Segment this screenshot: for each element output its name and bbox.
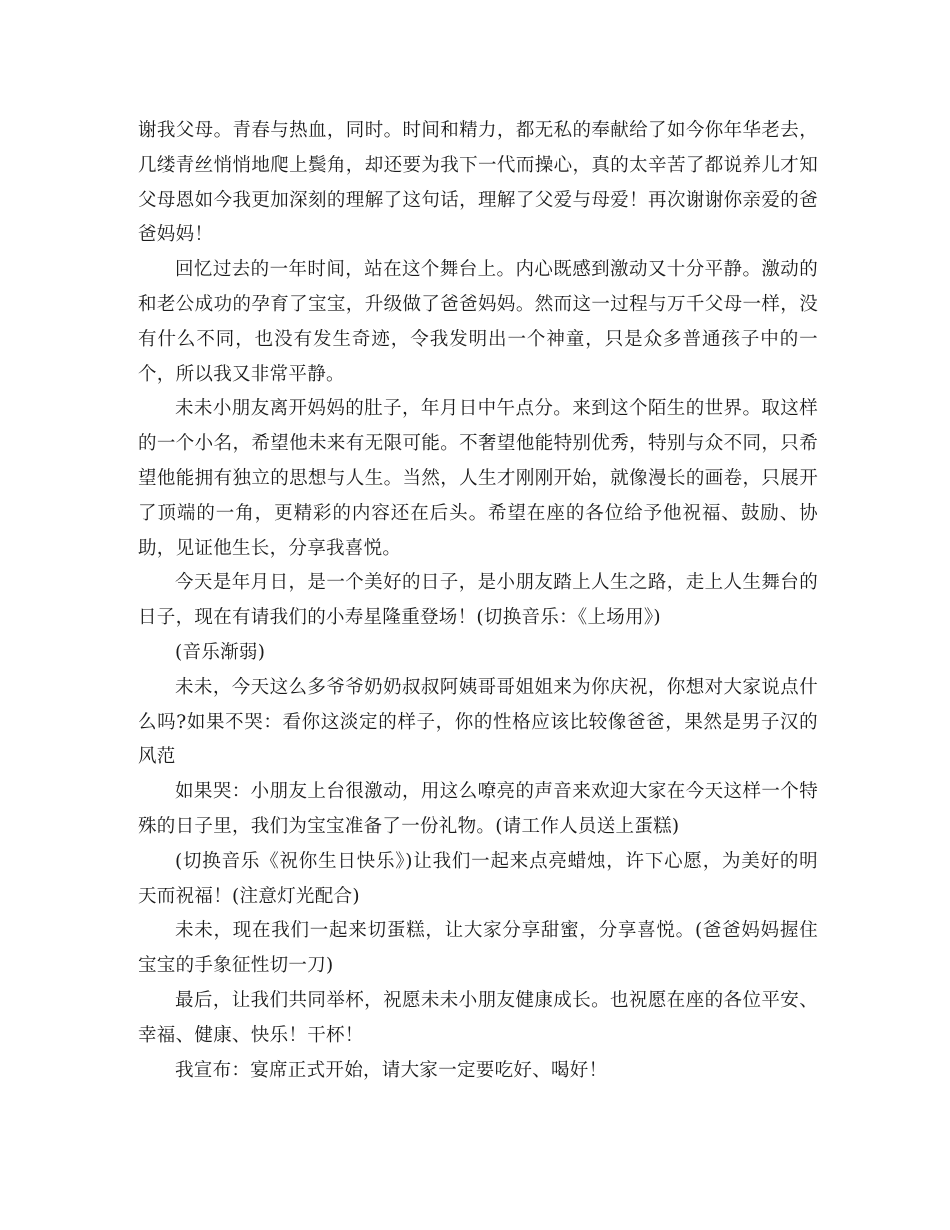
- paragraph-5: (音乐渐弱): [175, 641, 266, 663]
- paragraph-8: (切换音乐《祝你生日快乐》)让我们一起来点亮蜡烛，许下心愿，为美好的明天而祝福！(注意灯光配合): [138, 850, 818, 907]
- paragraph-3: 未未小朋友离开妈妈的肚子，年月日中午点分。来到这个陌生的世界。取这样的一个小名，希望他未来有无限可能。不奢望他能特别优秀，特别与众不同，只希望他能拥有独立的思想与人生。当然，人生才刚刚开始，就像漫长的画卷，只展开了顶端的一角，更精彩的内容还在后头。希望在座的各位给予他祝福、鼓励、协助，见证他生长，分享我喜悦。: [138, 398, 818, 559]
- paragraph-6: 未未，今天这么多爷爷奶奶叔叔阿姨哥哥姐姐来为你庆祝，你想对大家说点什么吗?如果不哭：看你这淡定的样子，你的性格应该比较像爸爸，果然是男子汉的风范: [138, 676, 818, 768]
- paragraph-4: 今天是年月日，是一个美好的日子，是小朋友踏上人生之路，走上人生舞台的日子，现在有请我们的小寿星隆重登场！(切换音乐：《上场用》): [138, 572, 818, 629]
- paragraph-7: 如果哭：小朋友上台很激动，用这么嘹亮的声音来欢迎大家在今天这样一个特殊的日子里，我们为宝宝准备了一份礼物。(请工作人员送上蛋糕): [138, 781, 818, 837]
- paragraph-11: 我宣布：宴席正式开始，请大家一定要吃好、喝好！: [175, 1059, 608, 1081]
- paragraph-2: 回忆过去的一年时间，站在这个舞台上。内心既感到激动又十分平静。激动的和老公成功的孕育了宝宝，升级做了爸爸妈妈。然而这一过程与万千父母一样，没有什么不同，也没有发生奇迹，令我发明出一个神童，只是众多普通孩子中的一个，所以我又非常平静。: [138, 259, 818, 385]
- document-body: [138, 114, 818, 1088]
- paragraph-10: 最后，让我们共同举杯，祝愿未未小朋友健康成长。也祝愿在座的各位平安、幸福、健康、快乐！干杯！: [138, 989, 818, 1046]
- paragraph-1: 谢我父母。青春与热血，同时。时间和精力，都无私的奉献给了如今你年华老去，几缕青丝悄悄地爬上鬓角，却还要为我下一代而操心，真的太辛苦了都说养儿才知父母恩如今我更加深刻的理解了这句话，理解了父爱与母爱！再次谢谢你亲爱的爸爸妈妈！: [138, 120, 818, 246]
- paragraph-9: 未未，现在我们一起来切蛋糕，让大家分享甜蜜，分享喜悦。(爸爸妈妈握住宝宝的手象征性切一刀): [138, 920, 818, 977]
